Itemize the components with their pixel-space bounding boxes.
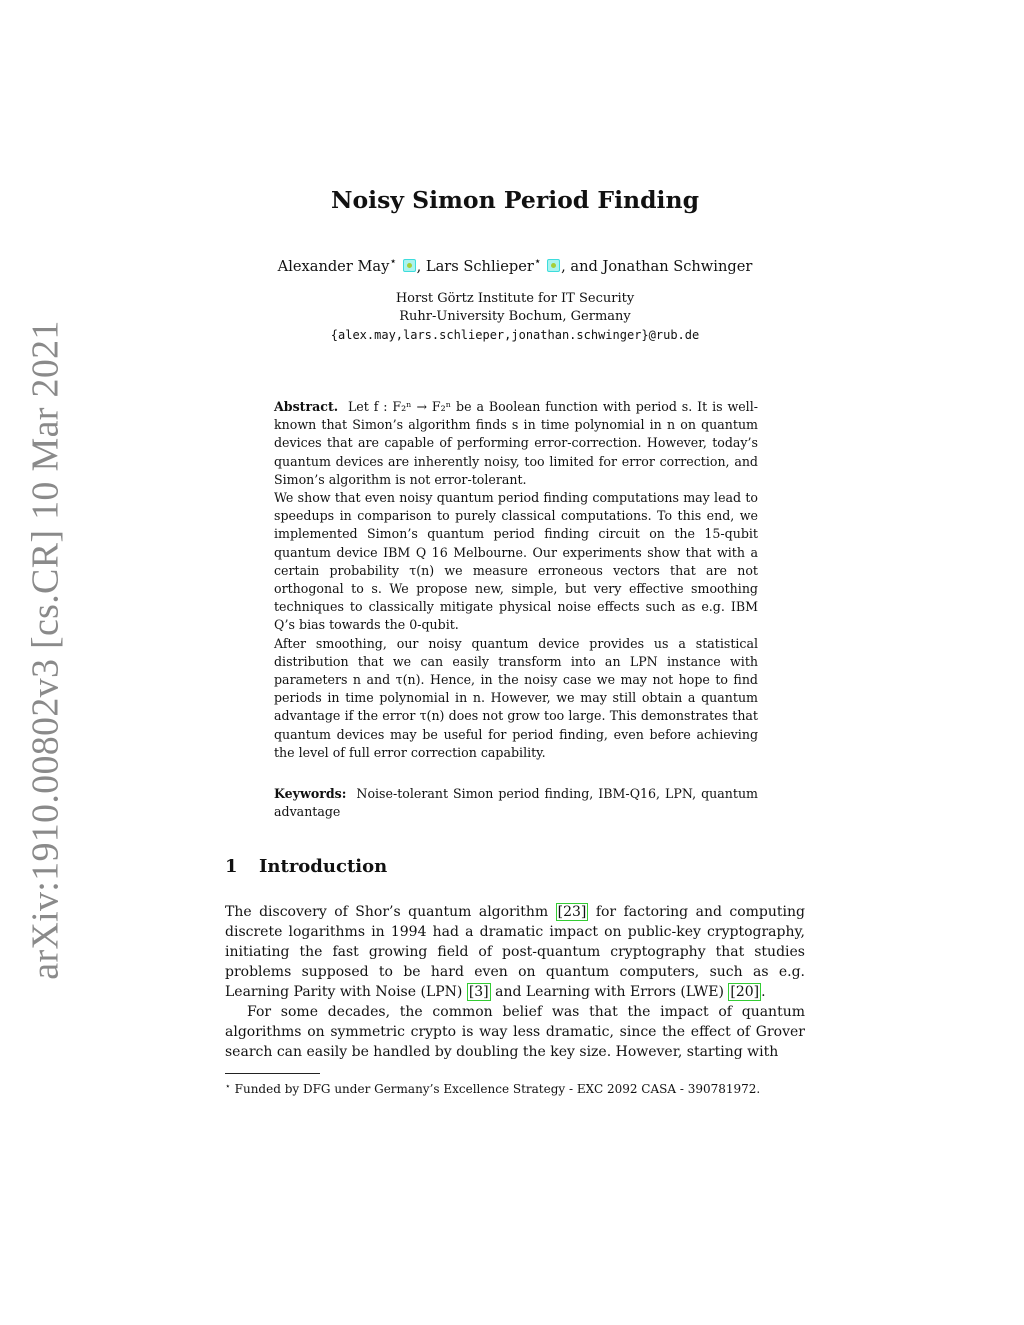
intro-paragraph: The discovery of Shor’s quantum algorithm [23] for factoring and computing discrete logarithms in 1994 had a dramatic impact on public-key cryptography, initiating the fast growing field of post-quantum cryptography that studies problems supposed to be hard even on quantum computers, such as e.g. Learning Parity with Noise (LPN) [3] and Learning with Errors (LWE) [20] . (225, 904, 805, 1000)
paper-title: Noisy Simon Period Finding (330, 186, 699, 214)
orcid-icon[interactable] (403, 259, 416, 272)
citation-link[interactable]: [3] (468, 984, 489, 1000)
institute-line: Horst Görtz Institute for IT Security (395, 291, 635, 306)
citation-link[interactable]: [20] (730, 984, 760, 1000)
arxiv-id: arXiv:1910.00802v3 [cs.CR] 10 Mar 2021 (25, 320, 68, 980)
footnote-mark: ⋆ (225, 1082, 231, 1092)
abstract-paragraph: After smoothing, our noisy quantum device provides us a statistical distribution that we can easily transform into an LPN instance with parameters n and τ(n). Hence, in the noisy case we may not hope to find periods in time polynomial in n. However, we may still obtain a quantum advantage if the error τ(n) does not grow too large. This demonstrates that quantum devices may be useful for period finding, even before achieving the level of full error correction capability. (274, 635, 758, 760)
keywords-label: Keywords: (274, 786, 347, 801)
keywords (274, 785, 758, 821)
affiliation (0, 290, 1024, 344)
intro-body (225, 902, 805, 1062)
author-name: Lars Schlieper (425, 257, 534, 275)
section-number: 1 (225, 856, 238, 877)
orcid-icon[interactable] (547, 259, 560, 272)
abstract-paragraph: We show that even noisy quantum period finding computations may lead to speedups in comparison to purely classical computations. To this end, we implemented Simon’s quantum period finding circuit on the 15-qubit quantum device IBM Q 16 Melbourne. Our experiments show that with a certain probability τ(n) we measure erroneous vectors that are not orthogonal to s. We propose new, simple, but very effective smoothing techniques to classically mitigate physical noise effects such as e.g. IBM Q’s bias towards the 0-qubit. (274, 490, 758, 633)
abstract-paragraph: Abstract. Let f : F₂ⁿ → F₂ⁿ be a Boolean function with period s. It is well-known that Simon’s algorithm finds s in time polynomial in n on quantum devices that are capable of performing error-correction. However, today’s quantum devices are inherently noisy, too limited for error correction, and Simon’s algorithm is not error-tolerant. (274, 399, 758, 487)
author-name: and Jonathan Schwinger (570, 257, 753, 275)
email-line[interactable]: {alex.may,lars.schlieper,jonathan.schwinger}@rub.de (330, 328, 700, 342)
section-heading (225, 856, 387, 877)
keywords-text: Noise-tolerant Simon period finding, IBM-Q16, LPN, quantum advantage (274, 786, 758, 820)
abstract-label: Abstract. (274, 399, 339, 414)
author-mark: ⋆ (533, 254, 542, 268)
footnote-text: Funded by DFG under Germany’s Excellence Strategy - EXC 2092 CASA - 390781972. (234, 1082, 761, 1096)
footnote (225, 1079, 805, 1098)
citation-link[interactable]: [23] (557, 904, 587, 920)
author-list: Alexander May⋆ , Lars Schlieper⋆ , and Jonathan Schwinger (277, 254, 753, 275)
arxiv-sidebar-stamp (18, 320, 74, 980)
abstract (274, 398, 758, 762)
section-title: Introduction (259, 856, 388, 877)
university-line: Ruhr-University Bochum, Germany (399, 309, 631, 324)
footnote-rule (225, 1073, 320, 1074)
author-mark: ⋆ (389, 254, 397, 268)
author-name: Alexander May (277, 257, 390, 275)
intro-paragraph: For some decades, the common belief was that the impact of quantum algorithms on symmetric crypto is way less dramatic, since the effect of Grover search can easily be handled by doubling the key size. However, starting with (225, 1004, 805, 1060)
